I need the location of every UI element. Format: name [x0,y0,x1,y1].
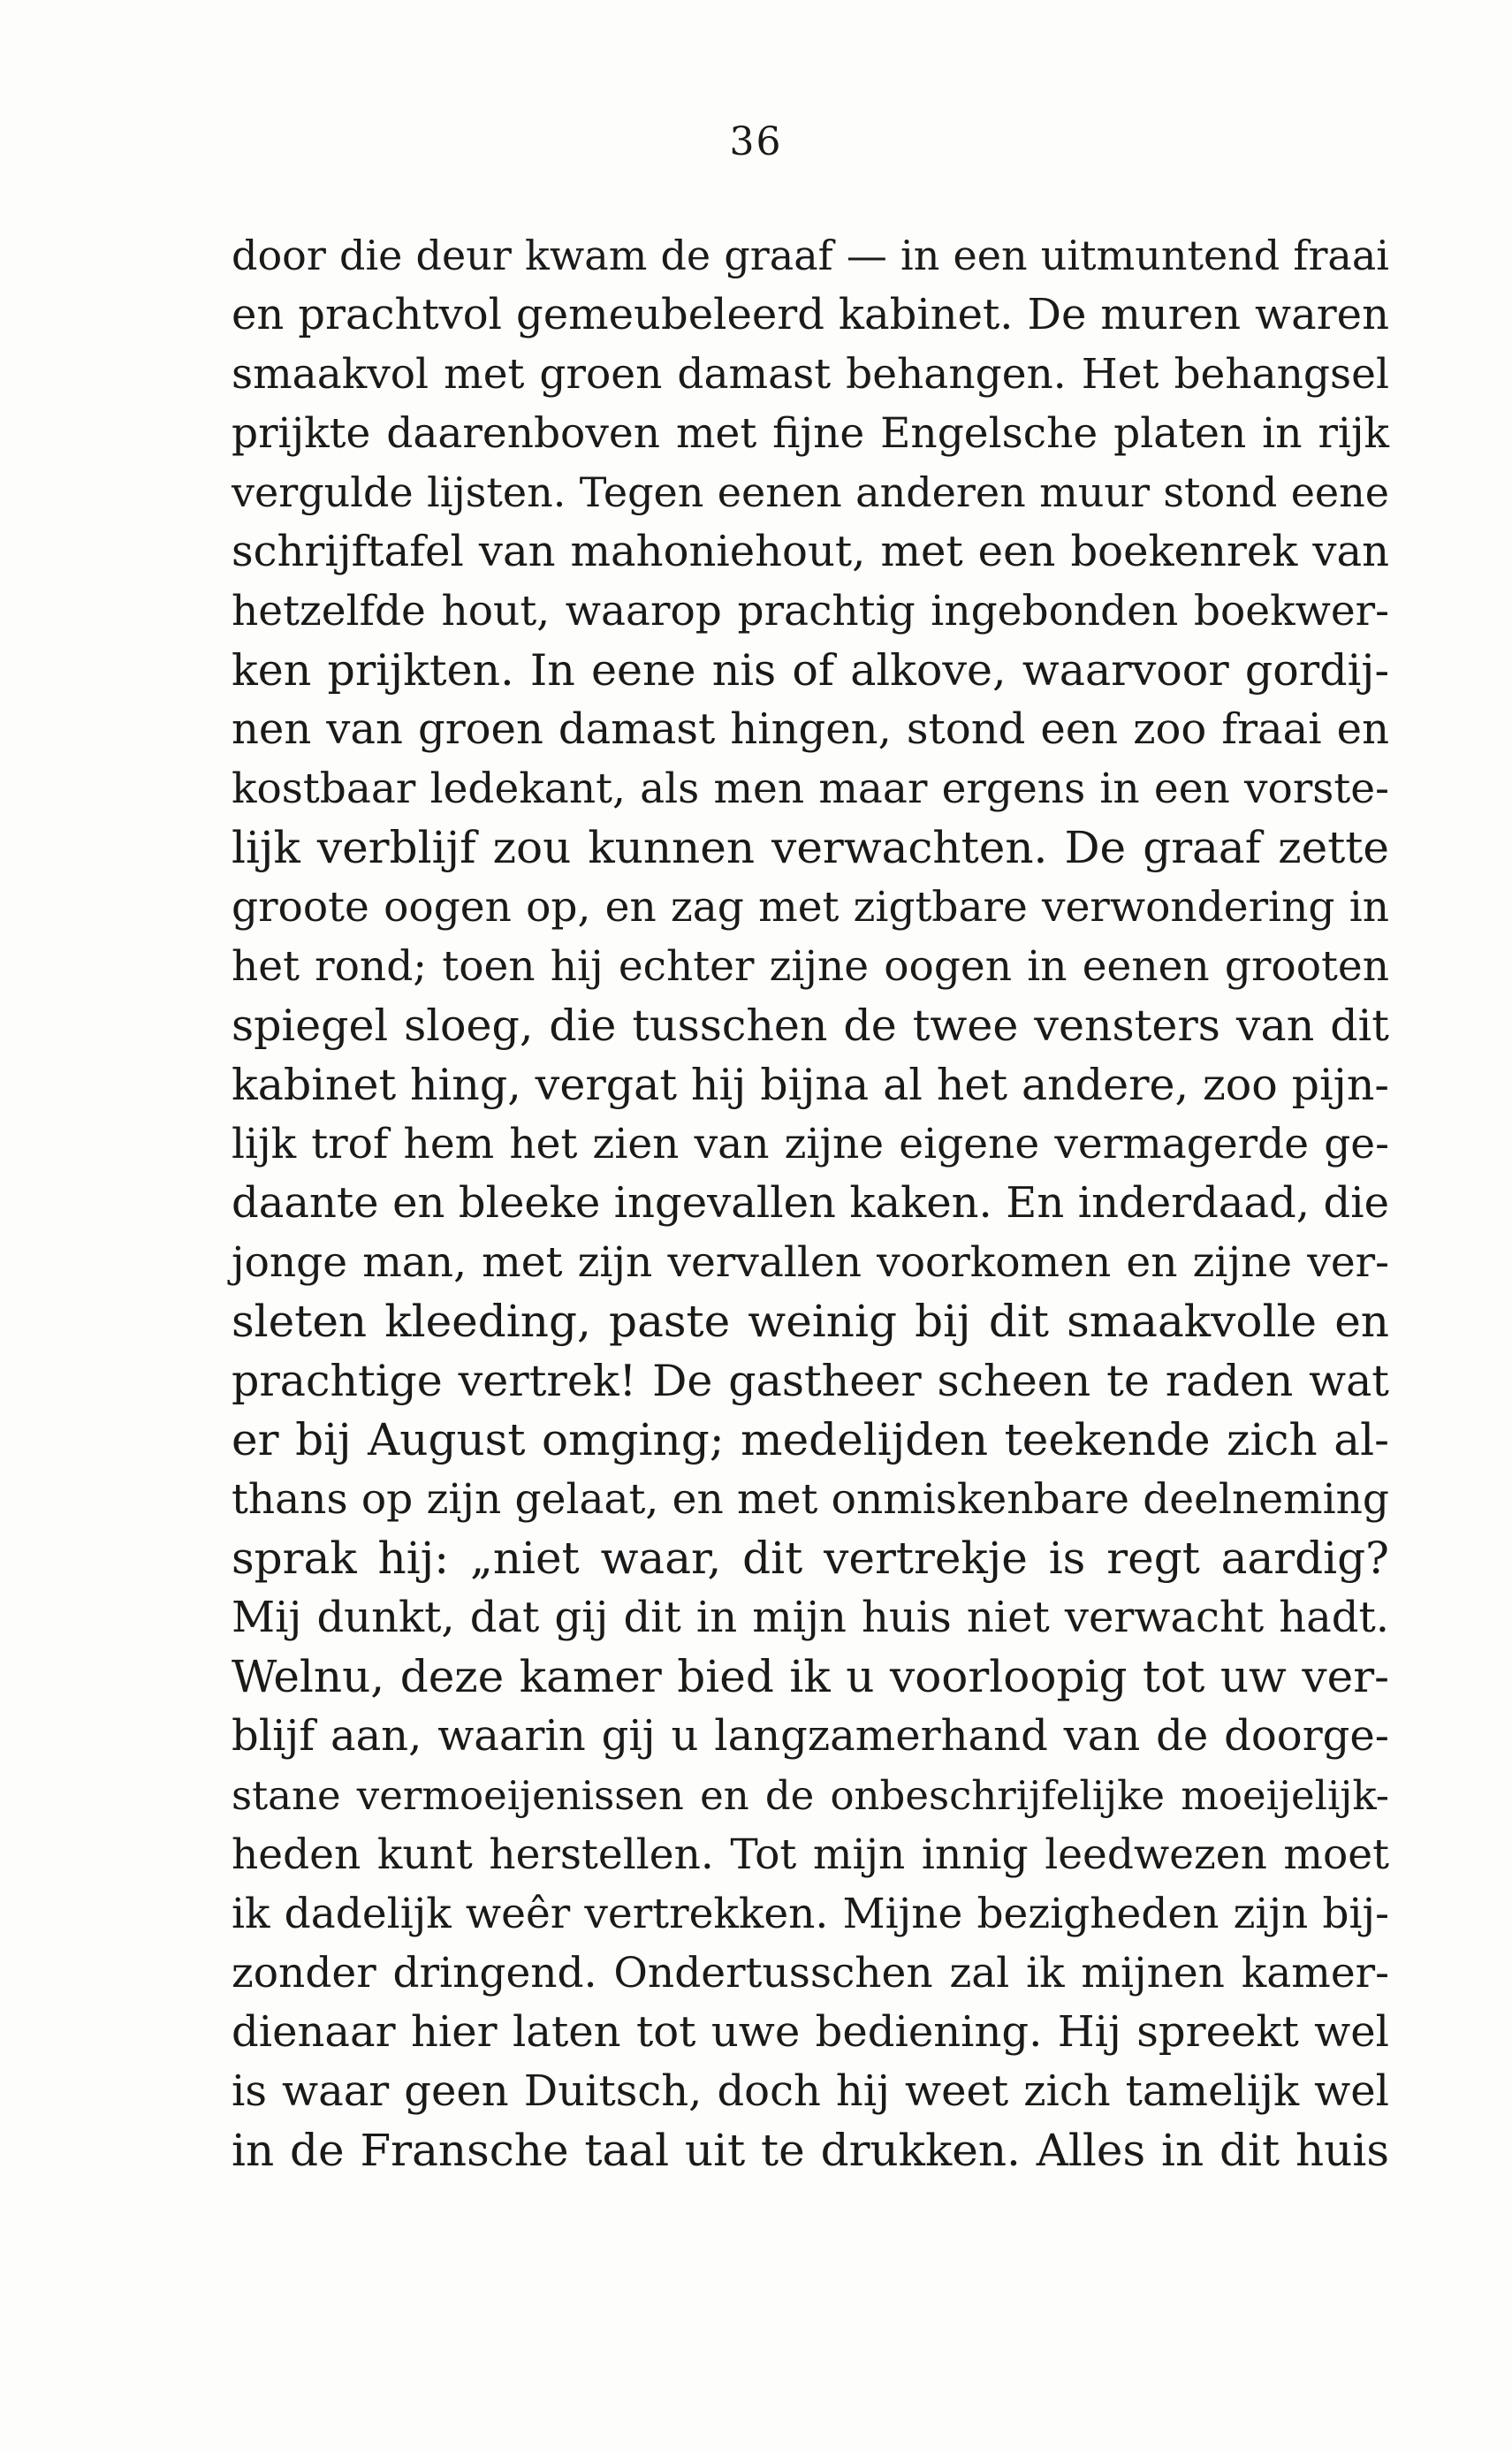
text-line: kostbaar ledekant, als men maar ergens in een vorste- [232,765,1389,813]
text-line: spiegel sloeg, die tusschen de twee vensters van dit [232,1001,1389,1051]
text-line: sleten kleeding, paste weinig bij dit smaakvolle en [232,1296,1389,1347]
text-line: hetzelfde hout, waarop prachtig ingebonden boekwer- [232,587,1389,635]
page-number: 36 [729,119,783,164]
text-line: lijk trof hem het zien van zijne eigene vermagerde ge- [232,1120,1389,1168]
text-line: sprak hij: „niet waar, dit vertrekje is regt aardig? [232,1533,1389,1584]
text-line: ken prijkten. In eene nis of alkove, waarvoor gordij- [232,645,1389,696]
text-line: prijkte daarenboven met fijne Engelsche platen in rijk [232,409,1389,458]
text-line: vergulde lijsten. Tegen eenen anderen muur stond eene [232,468,1389,516]
text-line: groote oogen op, en zag met zigtbare verwondering in [232,883,1389,932]
body-text [232,226,1389,2180]
text-line: Mij dunkt, dat gij dit in mijn huis niet verwacht hadt. [232,1593,1389,1642]
text-line: prachtige vertrek! De gastheer scheen te raden wat [232,1356,1389,1406]
text-line: dienaar hier laten tot uwe bediening. Hij spreekt wel [232,2007,1389,2057]
text-line: door die deur kwam de graaf — in een uitmuntend fraai [232,232,1389,279]
text-line: het rond; toen hij echter zijne oogen in eenen grooten [232,942,1389,991]
text-line: blijf aan, waarin gij u langzamerhand van de doorge- [232,1711,1389,1761]
text-line: is waar geen Duitsch, doch hij weet zich tamelijk wel [232,2066,1389,2116]
text-line: smaakvol met groen damast behangen. Het behangsel [232,350,1389,399]
text-line: er bij August omging; medelijden teekende zich al- [232,1414,1389,1465]
text-line: heden kunt herstellen. Tot mijn innig leedwezen moet [232,1830,1389,1879]
text-line: thans op zijn gelaat, en met onmiskenbare deelneming [232,1475,1389,1524]
text-line: daante en bleeke ingevallen kaken. En inderdaad, die [232,1178,1389,1228]
text-line: ik dadelijk weêr vertrekken. Mijne bezigheden zijn bij- [232,1890,1389,1938]
text-line: in de Fransche taal uit te drukken. Alles in dit huis [232,2125,1389,2176]
text-line: en prachtvol gemeubeleerd kabinet. De muren waren [232,290,1389,339]
text-line: kabinet hing, vergat hij bijna al het andere, zoo pijn- [232,1060,1389,1110]
text-line: Welnu, deze kamer bied ik u voorloopig tot uw ver- [232,1651,1389,1702]
text-line: jonge man, met zijn vervallen voorkomen en zijne ver- [232,1238,1389,1287]
text-line: stane vermoeijenissen en de onbeschrijfelijke moeijelijk- [232,1772,1389,1819]
text-line: lijk verblijf zou kunnen verwachten. De graaf zette [232,822,1389,873]
text-line: schrijftafel van mahoniehout, met een boekenrek van [232,527,1389,576]
text-line: zonder dringend. Ondertusschen zal ik mijnen kamer- [232,1949,1389,1997]
text-line: nen van groen damast hingen, stond een zoo fraai en [232,704,1389,754]
